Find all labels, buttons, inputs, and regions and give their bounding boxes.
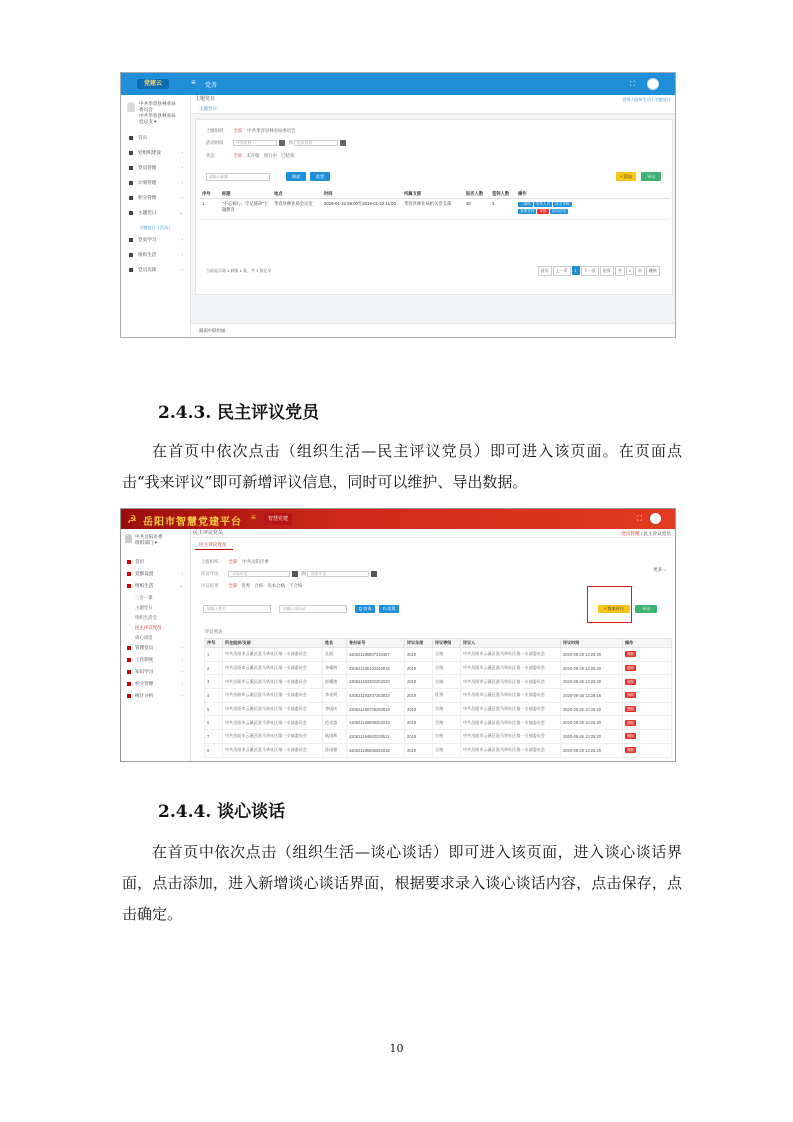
delete-button[interactable]: 删除 xyxy=(627,652,635,657)
sidebar-subitem[interactable]: 组织生活会 xyxy=(135,615,157,620)
top-bar xyxy=(121,73,675,95)
table-cell: 合格 xyxy=(433,702,461,716)
table-cell: 中共岳阳市云溪区洗马华社区第一支部委员会 xyxy=(461,689,561,703)
table-cell: 合格 xyxy=(433,743,461,757)
row-actions xyxy=(623,689,672,703)
name-input[interactable]: 请输入姓名 xyxy=(203,605,271,613)
table-row xyxy=(205,743,672,757)
export-button[interactable]: 导出 xyxy=(641,172,661,181)
section-heading-2-4-3: 2.4.3. 民主评议党员 xyxy=(158,403,320,423)
row-actions xyxy=(623,661,672,675)
more-filters-toggle[interactable]: 更多 ⌵ xyxy=(653,567,667,572)
table-header: 序号 标题 地点 时间 所属支部 报名人数 签到人数 操作 xyxy=(200,190,670,198)
table-cell: 合格 xyxy=(433,730,461,744)
status-option[interactable]: 进行中 xyxy=(263,153,277,158)
status-option[interactable]: 未开始 xyxy=(246,153,260,158)
section-text-2-4-3: 在首页中依次点击（组织生活—民主评议党员）即可进入该页面。在页面点击“我来评议”即可新增评议信息，同时可以维护、导出数据。 xyxy=(122,442,682,491)
search-button[interactable]: 搜索 xyxy=(286,172,306,181)
delete-button[interactable]: 删除 xyxy=(627,679,635,684)
grid-icon xyxy=(129,196,133,200)
table-row xyxy=(205,702,672,716)
user-line: 中共华容县林业局 xyxy=(139,113,176,118)
table-cell: 2020-09-25 13:25:20 xyxy=(561,702,623,716)
total-label: 共 xyxy=(615,266,625,276)
page-label: 页 xyxy=(635,266,645,276)
table-cell: 合格 xyxy=(433,716,461,730)
top-nav-item[interactable]: 党务 xyxy=(205,83,218,89)
table-cell: 2020-09-25 13:26:20 xyxy=(561,661,623,675)
table-cell: 孙国强 xyxy=(323,743,347,757)
end-time-input[interactable]: 结束时间 xyxy=(294,140,338,146)
grid-icon xyxy=(127,658,131,662)
table-cell: 2019 xyxy=(405,661,433,675)
table-cell: 2019 xyxy=(405,743,433,757)
result-option[interactable]: 基本合格 xyxy=(267,583,285,588)
table-cell: 2020-09-25 13:26:20 xyxy=(561,675,623,689)
reset-button[interactable]: O 重置 xyxy=(379,605,399,613)
add-review-button[interactable]: + 我来评议 xyxy=(598,605,630,613)
sidebar-item-points[interactable]: 积分管理 ‹ xyxy=(129,195,189,210)
delete-button[interactable]: 删除 xyxy=(627,666,635,671)
table-cell: 8 xyxy=(205,743,223,757)
table-cell: 430621196509202019 xyxy=(347,716,405,730)
sidebar-subitem[interactable]: 谈心谈话 xyxy=(135,635,153,640)
table-header: 序号 所在组织/支部 姓名 身份证号 评议年度 评议等级 评议人 评议时间 操作 xyxy=(205,639,672,648)
user-icon xyxy=(127,102,135,112)
result-option[interactable]: 全部 xyxy=(228,583,238,588)
delete-button[interactable]: 删除 xyxy=(627,693,635,698)
sidebar xyxy=(121,95,191,338)
table-cell: 2019 xyxy=(405,716,433,730)
detail-button[interactable]: 详情 xyxy=(539,208,547,213)
table-cell: 孔阳 xyxy=(323,648,347,662)
table-cell: 彭耀康 xyxy=(323,675,347,689)
id-input[interactable]: 请输入身份证 xyxy=(279,605,347,613)
search-input[interactable]: 请输入标题 xyxy=(206,173,270,181)
table-cell: 6 xyxy=(205,716,223,730)
search-button[interactable]: Q 查询 xyxy=(355,605,375,613)
sidebar-item-home[interactable]: 首页 xyxy=(127,559,189,571)
user-line: 中共华容县林业局 xyxy=(139,101,176,106)
user-dropdown[interactable]: 组织部门 ▾ xyxy=(135,540,157,545)
calendar-icon[interactable] xyxy=(292,571,298,577)
summary-button[interactable]: 活动总结 xyxy=(551,208,566,213)
filter-org-value[interactable]: 中共华容县林业局委员会 xyxy=(247,128,296,133)
jump-button[interactable]: 跳转 xyxy=(646,266,660,276)
row-actions xyxy=(623,716,672,730)
filter-org: 上级组织 全部 中共华容县林业局委员会 xyxy=(206,128,296,133)
delete-button[interactable]: 删除 xyxy=(627,734,635,739)
avatar[interactable] xyxy=(647,78,659,90)
user-line: 委员会 xyxy=(139,107,153,112)
breadcrumb xyxy=(191,529,676,538)
table-cell: 中共岳阳市云溪区洗马华社区第一支部委员会 xyxy=(461,675,561,689)
nav-tab-smart-party[interactable]: 智慧党建 xyxy=(264,513,292,525)
table-cell: 中共岳阳市云溪区洗马华社区第一支部委员会 xyxy=(223,675,323,689)
page-title: 民主评议党员 xyxy=(193,530,224,536)
last-page[interactable]: 尾页 xyxy=(600,266,614,276)
sidebar-item-history[interactable]: 党史学习 ‹ xyxy=(129,237,189,252)
table-cell: 合格 xyxy=(433,648,461,662)
user-info: 中共岳阳市委 组织部门 ▾ xyxy=(125,534,163,546)
total-pages: 1 xyxy=(626,266,634,275)
tab-bar xyxy=(191,104,676,114)
highlight-box xyxy=(587,586,632,623)
top-right-tools xyxy=(630,78,659,90)
table-cell: 2019 xyxy=(405,702,433,716)
table-cell: 430621195102240016 xyxy=(347,661,405,675)
grid-icon xyxy=(129,181,133,185)
review-table xyxy=(204,638,672,758)
sidebar-item[interactable]: 统计分析 ‹ xyxy=(127,693,189,705)
home-icon xyxy=(127,560,131,564)
prev-page[interactable]: 上一页 xyxy=(553,266,571,276)
table-cell: 2020-09-25 13:25:20 xyxy=(561,716,623,730)
table-cell: 430621195506052018 xyxy=(347,743,405,757)
table-cell: 2 xyxy=(205,661,223,675)
filter-status: 状态 全部 未开始 进行中 已结束 xyxy=(206,153,295,158)
publish-button[interactable]: 发布人员 xyxy=(535,201,551,206)
row-actions xyxy=(623,675,672,689)
delete-button[interactable]: 删除 xyxy=(627,720,635,725)
grid-icon xyxy=(129,166,133,170)
flag-icon xyxy=(127,584,131,588)
sidebar-subitem-active[interactable]: 民主评议党员 xyxy=(135,625,162,630)
table-cell: 430621195705250019 xyxy=(347,702,405,716)
sidebar-item[interactable]: 工作制度 ‹ xyxy=(127,657,189,669)
fullscreen-icon[interactable]: ⛶ xyxy=(637,515,642,523)
table-row xyxy=(205,661,672,675)
grid-icon xyxy=(129,253,133,257)
sidebar-item-members[interactable]: 党员管理 ‹ xyxy=(129,165,189,180)
grid-icon xyxy=(129,268,133,272)
page-title: 主题党日 xyxy=(195,96,216,102)
screenshot-theme-party-day xyxy=(120,72,676,338)
row-actions xyxy=(623,743,672,757)
filter-result: 评议结果 全部 优秀 合格 基本合格 不合格 xyxy=(201,583,303,588)
table-cell: 430621194502230511 xyxy=(347,730,405,744)
table-row: 1 "不忘初心，牢记使命"主题教育 华容县林业局会议室 2019-01-22 09:00至2019-01-22 11:00 华容县林业局机关党支部 30 3 二维码 发布人员 报名审核 查看签到 详情 活动总结 xyxy=(200,198,670,219)
reset-button[interactable]: 重置 xyxy=(310,172,330,181)
grid-icon xyxy=(129,238,133,242)
table-cell: 中共岳阳市云溪区洗马华社区第一支部委员会 xyxy=(461,716,561,730)
sidebar-item-plan[interactable]: 计划管理 ‹ xyxy=(129,180,189,195)
qrcode-button[interactable]: 二维码 xyxy=(520,201,531,206)
result-option[interactable]: 不合格 xyxy=(289,583,303,588)
add-button[interactable]: + 添加 xyxy=(616,172,636,181)
sidebar-item[interactable]: 积分管理 ‹ xyxy=(127,681,189,693)
table-cell: 中共岳阳市云溪区洗马华社区第一支部委员会 xyxy=(223,689,323,703)
user-info xyxy=(127,101,189,125)
tab-theme-day[interactable]: 主题党日 xyxy=(199,106,217,111)
table-cell: 合格 xyxy=(433,675,461,689)
table-cell: 优秀 xyxy=(433,689,461,703)
calendar-icon[interactable] xyxy=(371,571,377,577)
grid-icon xyxy=(127,670,131,674)
table-cell: 4 xyxy=(205,689,223,703)
checkin-button[interactable]: 查看签到 xyxy=(520,208,535,213)
result-option[interactable]: 合格 xyxy=(254,583,264,588)
table-cell: 7 xyxy=(205,730,223,744)
party-emblem-icon: ☭ xyxy=(127,514,137,526)
menu-toggle-icon[interactable]: ≡ xyxy=(191,78,196,87)
row-actions xyxy=(516,198,670,219)
table-cell: 5 xyxy=(205,702,223,716)
filter-all[interactable]: 全部 xyxy=(228,559,238,564)
table-cell: 中共岳阳市云溪区洗马华社区第一支部委员会 xyxy=(461,702,561,716)
sidebar-subitem[interactable]: 三会一课 xyxy=(135,595,153,600)
pagination xyxy=(537,266,660,276)
result-option[interactable]: 优秀 xyxy=(241,583,251,588)
top-right-tools xyxy=(637,513,661,524)
table-cell: 中共岳阳市云溪区洗马华社区第一支部委员会 xyxy=(461,648,561,662)
table-cell: 3 xyxy=(205,675,223,689)
next-page[interactable]: 下一页 xyxy=(581,266,599,276)
table-cell: 1 xyxy=(205,648,223,662)
user-icon xyxy=(125,534,132,543)
screenshot-democratic-review xyxy=(120,508,676,762)
sidebar-item-home[interactable]: 首页 xyxy=(129,135,189,150)
breadcrumb xyxy=(191,95,676,104)
table-cell: 中共岳阳市云溪区洗马华社区第一支部委员会 xyxy=(223,730,323,744)
table-cell: 范光富 xyxy=(323,716,347,730)
table-cell: 中共岳阳市云溪区洗马华社区第一支部委员会 xyxy=(223,661,323,675)
sidebar-menu xyxy=(127,559,189,705)
sidebar-item-settings[interactable]: 党群设置 ‹ xyxy=(127,571,189,583)
row-actions xyxy=(623,648,672,662)
content-panel xyxy=(195,119,673,295)
grid-icon xyxy=(129,211,133,215)
end-year-input[interactable]: 结束年度 xyxy=(307,571,369,577)
user-line[interactable]: 党总支 ▾ xyxy=(139,119,157,124)
sidebar-item[interactable]: 管理党员 ‹ xyxy=(127,645,189,657)
page-number: 10 xyxy=(389,1042,404,1055)
filter-org: 上级组织 全部 中共岳阳市委 xyxy=(201,559,269,564)
grid-icon xyxy=(127,682,131,686)
status-option[interactable]: 全部 xyxy=(233,153,243,158)
sidebar-subitem-theme-day[interactable]: 主题党日（活动） xyxy=(139,225,173,230)
table-row xyxy=(205,648,672,662)
first-page[interactable]: 首页 xyxy=(538,266,552,276)
sidebar xyxy=(121,529,191,762)
fullscreen-icon[interactable]: ⛶ xyxy=(630,80,636,88)
start-time-input[interactable]: 开始时间 xyxy=(233,140,277,146)
table-cell: 2020-09-25 13:25:20 xyxy=(561,730,623,744)
calendar-icon[interactable] xyxy=(340,140,346,146)
sidebar-menu xyxy=(129,135,189,282)
section-heading-2-4-4: 2.4.4. 谈心谈话 xyxy=(158,802,286,822)
table-cell: 2020-09-25 13:26:16 xyxy=(561,689,623,703)
table-cell: 2020-09-25 13:26:20 xyxy=(561,648,623,662)
row-actions xyxy=(623,730,672,744)
table-cell: 中共岳阳市云溪区洗马华社区第一支部委员会 xyxy=(223,648,323,662)
sidebar-item-org-life[interactable]: 组织生活 ⌄ xyxy=(127,583,189,595)
top-bar xyxy=(121,509,675,529)
review-button[interactable]: 报名审核 xyxy=(555,201,570,206)
delete-button[interactable]: 删除 xyxy=(627,748,635,753)
filter-org-value[interactable]: 中共岳阳市委 xyxy=(242,559,269,564)
app-title: 岳阳市智慧党建平台 xyxy=(143,517,242,528)
flag-icon xyxy=(127,572,131,576)
sidebar-item-org[interactable]: 党组织建设 ‹ xyxy=(129,150,189,165)
footer: 湖南中联恒通 xyxy=(191,323,676,338)
filter-all[interactable]: 全部 xyxy=(233,128,243,133)
table-cell: 李光明 xyxy=(323,689,347,703)
avatar[interactable] xyxy=(650,513,661,524)
grid-icon xyxy=(129,151,133,155)
menu-toggle-icon[interactable]: ≡ xyxy=(251,513,256,522)
chart-icon xyxy=(127,694,131,698)
page-info: 当前显示第 1 到第 1 条，共 1 条记录 xyxy=(206,268,272,273)
home-icon xyxy=(129,136,133,140)
table-cell: 中共岳阳市云溪区洗马华社区第一支部委员会 xyxy=(461,661,561,675)
table-cell: 耿国辉 xyxy=(323,730,347,744)
export-button[interactable]: 导出 xyxy=(635,605,657,613)
table-body xyxy=(205,648,672,758)
section-text-2-4-4: 在首页中依次点击（组织生活—谈心谈话）即可进入该页面，进入谈心谈话界面，点击添加，进入新增谈心谈话界面，根据要求录入谈心谈话内容，点击保存，点击确定。 xyxy=(122,843,682,923)
table-cell: 2020-09-25 13:25:20 xyxy=(561,743,623,757)
table-row xyxy=(205,689,672,703)
table-cell: 430621193207253033 xyxy=(347,689,405,703)
sidebar-item[interactable]: 知识学习 ‹ xyxy=(127,669,189,681)
table-cell: 中共岳阳市云溪区洗马华社区第一支部委员会 xyxy=(223,716,323,730)
calendar-icon[interactable] xyxy=(279,140,285,146)
app-logo: 党建云 xyxy=(137,79,169,89)
delete-button[interactable]: 删除 xyxy=(627,707,635,712)
table-cell: 中共岳阳市云溪区洗马华社区第一支部委员会 xyxy=(223,702,323,716)
table-cell: 2019 xyxy=(405,689,433,703)
table-cell: 2019 xyxy=(405,675,433,689)
table-row xyxy=(205,716,672,730)
page-1[interactable]: 1 xyxy=(572,266,580,275)
sidebar-item-pioneer[interactable]: 党员先锋 ‹ xyxy=(129,267,189,282)
breadcrumb-path[interactable]: 党员管理 / 民主评议党员 xyxy=(621,531,671,536)
breadcrumb-path[interactable]: 党务 / 组织生活 / 主题党日 xyxy=(622,97,671,102)
table-cell: 中共岳阳市云溪区洗马华社区第一支部委员会 xyxy=(461,730,561,744)
filter-time: 活动时间 开始时间 到 结束时间 xyxy=(206,140,348,146)
row-actions xyxy=(623,702,672,716)
table-row xyxy=(205,730,672,744)
tab-democratic-review[interactable]: 民主评议党员 xyxy=(195,542,233,550)
main-area xyxy=(191,95,676,338)
start-year-input[interactable]: 开始年度 xyxy=(228,571,290,577)
filter-year: 评议年度 开始年度 到 结束年度 xyxy=(201,571,379,577)
table-cell: 李国庆 xyxy=(323,702,347,716)
list-title: 评议列表 xyxy=(205,629,223,634)
status-option[interactable]: 已结束 xyxy=(281,153,295,158)
table-cell: 合格 xyxy=(433,661,461,675)
table-cell: 430621193202202020 xyxy=(347,675,405,689)
table-cell: 2019 xyxy=(405,730,433,744)
table-cell: 中共岳阳市云溪区洗马华社区第一支部委员会 xyxy=(461,743,561,757)
table-cell: 2019 xyxy=(405,648,433,662)
table-cell: 李耀明 xyxy=(323,661,347,675)
sidebar-item-theme-day[interactable]: 主题党日 ⌄ xyxy=(129,210,189,225)
activity-table xyxy=(200,190,670,220)
sidebar-subitem[interactable]: 主题党日 xyxy=(135,605,153,610)
table-cell: 430621195807210467 xyxy=(347,648,405,662)
table-cell: 中共岳阳市云溪区洗马华社区第一支部委员会 xyxy=(223,743,323,757)
sidebar-item-org-life[interactable]: 组织生活 ‹ xyxy=(129,252,189,267)
grid-icon xyxy=(127,646,131,650)
table-row xyxy=(205,675,672,689)
